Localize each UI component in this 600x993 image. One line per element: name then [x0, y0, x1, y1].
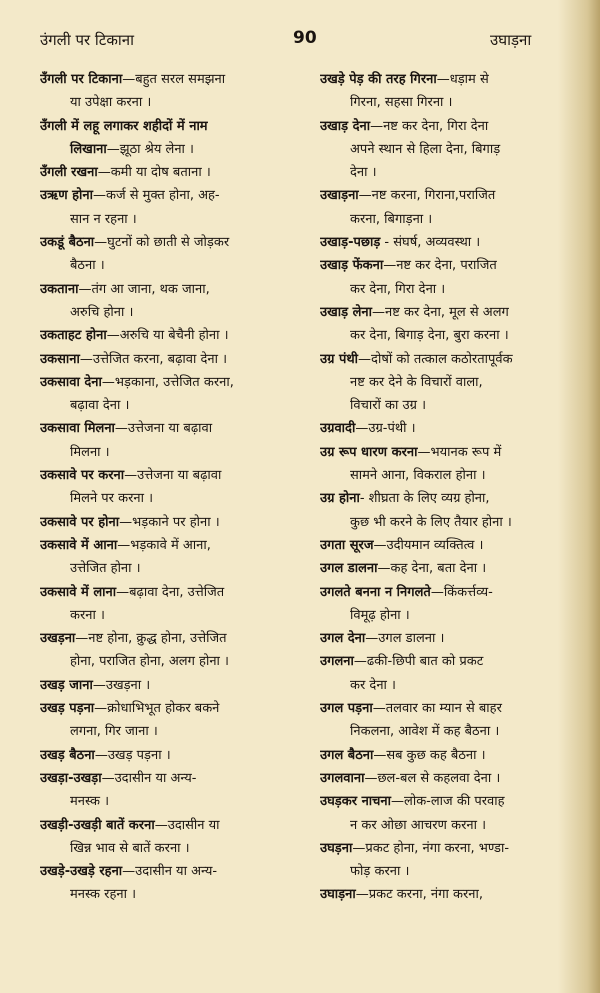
entry-first-line: [320, 697, 588, 720]
dictionary-entry: [320, 115, 588, 185]
entry-first-line: [40, 464, 312, 487]
entry-definition: —ढकी-छिपी बात को प्रकट: [353, 654, 484, 670]
entry-continuation-text: नष्ट कर देने के विचारों वाला,: [350, 374, 483, 390]
entry-continuation-line: [40, 441, 312, 464]
entry-definition: —नष्ट होना, क्रुद्ध होना, उत्तेजित: [75, 631, 227, 647]
entry-continuation-text: करना, बिगाड़ना ।: [350, 211, 433, 227]
entry-continuation-text: कर देना ।: [350, 677, 396, 693]
entry-continuation-line: [40, 604, 312, 627]
entry-first-line: [320, 790, 588, 813]
dictionary-entry: [320, 417, 588, 440]
entry-headword: उखड़ पड़ना: [40, 701, 95, 717]
dictionary-entry: [40, 697, 312, 744]
entry-first-line: [320, 231, 588, 254]
entry-first-line: [320, 837, 588, 860]
entry-headword: उँगली रखना: [40, 165, 98, 181]
dictionary-entry: [40, 627, 312, 674]
entry-continuation-text: विमूढ़ होना ।: [350, 607, 410, 623]
entry-definition: —उखड़ पड़ना ।: [94, 747, 171, 763]
entry-continuation-line: [320, 161, 588, 184]
entry-headword: उकसावा मिलना: [40, 421, 115, 437]
entry-continuation-line: [320, 720, 588, 743]
entry-definition: —भयानक रूप में: [417, 444, 502, 460]
entry-definition: —छल-बल से कहलवा देना ।: [364, 770, 501, 786]
entry-headword: उखड़ जाना: [40, 677, 93, 693]
entry-definition: —कर्ज से मुक्त होना, अह-: [93, 188, 220, 204]
entry-definition: —उत्तेजना या बढ़ावा: [124, 468, 222, 484]
dictionary-entry: [320, 744, 588, 767]
entry-continuation-text: अरुचि होना ।: [70, 304, 134, 320]
entry-continuation-line: [320, 464, 588, 487]
entry-headword: उग्र पंथी: [320, 351, 359, 367]
entry-headword: उखड़ना: [40, 631, 76, 647]
entry-headword: उखाड़ फेंकना: [320, 258, 384, 274]
entry-continuation-text: निकलना, आवेश में कह बैठना ।: [350, 724, 500, 740]
entry-first-line: [40, 115, 312, 138]
entry-continuation-text: कर देना, गिरा देना ।: [350, 281, 446, 297]
entry-continuation-line: [40, 208, 312, 231]
dictionary-entry: [320, 767, 588, 790]
right-column: [320, 68, 588, 907]
entry-continuation-text: होना, पराजित होना, अलग होना ।: [70, 654, 229, 670]
entry-continuation-text: मनस्क ।: [70, 794, 110, 810]
entry-first-line: [320, 184, 588, 207]
entry-first-line: [40, 697, 312, 720]
entry-first-line: [320, 883, 588, 906]
entry-continuation-line: [320, 208, 588, 231]
entry-first-line: [320, 254, 588, 277]
entry-continuation-text: उत्तेजित होना ।: [70, 561, 141, 577]
entry-headword: उगल देना: [320, 631, 366, 647]
entry-headword: उखड़े-उखड़े रहना: [40, 864, 123, 880]
entry-continuation-line: [320, 814, 588, 837]
entry-first-line: [320, 744, 588, 767]
entry-headword: उगल डालना: [320, 561, 378, 577]
entry-definition: —नष्ट करना, गिराना,पराजित: [358, 188, 496, 204]
dictionary-entry: [320, 348, 588, 418]
entry-continuation-line: [40, 650, 312, 673]
entry-first-line: [320, 581, 588, 604]
entry-continuation-text: फोड़ करना ।: [350, 864, 410, 880]
entry-first-line: [40, 371, 312, 394]
entry-first-line: [40, 814, 312, 837]
page-header: [0, 0, 600, 58]
entry-first-line: [40, 767, 312, 790]
entry-continuation-line: [40, 138, 312, 161]
entry-continuation-line: [320, 394, 588, 417]
entry-definition: —दोषों को तत्काल कठोरतापूर्वक: [358, 351, 513, 367]
entry-definition: —क्रोधाभिभूत होकर बकने: [94, 701, 220, 717]
entry-definition: —प्रकट होना, नंगा करना, भण्डा-: [352, 840, 510, 856]
entry-headword: उघाड़ना: [320, 887, 356, 903]
entry-headword: उखड़ा-उखड़ा: [40, 770, 102, 786]
header-left-guide-word: उंगली पर टिकाना: [40, 31, 134, 49]
entry-first-line: [320, 115, 588, 138]
entry-definition: —किंकर्त्तव्य-: [430, 584, 493, 600]
entry-first-line: [320, 534, 588, 557]
entry-first-line: [320, 348, 588, 371]
entry-continuation-text: कर देना, बिगाड़ देना, बुरा करना ।: [350, 328, 509, 344]
entry-definition: —नष्ट कर देना, गिरा देना: [370, 118, 489, 134]
entry-headword: उकडूं बैठना: [40, 235, 95, 251]
dictionary-entry: [320, 790, 588, 837]
entry-continuation-text: मिलना ।: [70, 444, 110, 460]
entry-headword: उखड़े पेड़ की तरह गिरना: [320, 72, 437, 87]
dictionary-entry: [320, 231, 588, 254]
dictionary-entry: [320, 697, 588, 744]
entry-definition: —भड़कावे में आना,: [117, 537, 211, 553]
entry-continuation-text: मनस्क रहना ।: [70, 887, 137, 903]
dictionary-entry: [40, 371, 312, 418]
entry-definition: - शीघ्रता के लिए व्यग्र होना,: [359, 491, 490, 507]
entry-continuation-text: बढ़ावा देना ।: [70, 398, 130, 414]
dictionary-entry: [320, 581, 588, 628]
entry-definition: —उदासीन या अन्य-: [101, 770, 197, 786]
entry-definition: —घुटनों को छाती से जोड़कर: [94, 235, 230, 251]
entry-first-line: [320, 301, 588, 324]
entry-first-line: [40, 581, 312, 604]
entry-continuation-line: [320, 324, 588, 347]
entry-definition: —उखड़ना ।: [92, 677, 151, 693]
entry-first-line: [40, 348, 312, 371]
entry-headword: उखड़ बैठना: [40, 747, 95, 763]
entry-first-line: [40, 231, 312, 254]
entry-continuation-text: कुछ भी करने के लिए तैयार होना ।: [350, 514, 512, 530]
entry-definition: —तंग आ जाना, थक जाना,: [78, 281, 210, 297]
dictionary-entry: [320, 627, 588, 650]
entry-definition: —कह देना, बता देना ।: [377, 561, 487, 577]
dictionary-entry: [40, 184, 312, 231]
entry-first-line: [320, 650, 588, 673]
entry-continuation-line: [40, 720, 312, 743]
dictionary-entry: [40, 115, 312, 162]
dictionary-entry: [320, 650, 588, 697]
entry-headword: उकसावा देना: [40, 374, 102, 390]
entry-continuation-line: [320, 138, 588, 161]
dictionary-entry: [40, 278, 312, 325]
entry-continuation-text: या उपेक्षा करना ।: [70, 95, 152, 111]
dictionary-entry: [40, 348, 312, 371]
dictionary-entry: [40, 814, 312, 861]
entry-first-line: [40, 860, 312, 883]
entry-first-line: [320, 627, 588, 650]
entry-continuation-line: [40, 301, 312, 324]
header-right-guide-word: उघाड़ना: [490, 31, 532, 49]
entry-definition: —सब कुछ कह बैठना ।: [373, 747, 486, 763]
entry-headword: उगलना: [320, 654, 354, 670]
entry-first-line: [40, 68, 312, 91]
entry-definition: —उगल डालना ।: [365, 631, 445, 647]
entry-definition: —तलवार का म्यान से बाहर: [372, 701, 502, 717]
dictionary-entry: [40, 417, 312, 464]
dictionary-entry: [40, 68, 312, 115]
entry-headword: उग्रवादी: [320, 421, 356, 437]
dictionary-entry: [40, 744, 312, 767]
entry-definition: —भड़काना, उत्तेजित करना,: [101, 374, 234, 390]
entry-continuation-line: [40, 883, 312, 906]
entry-first-line: [40, 744, 312, 767]
entry-continuation-line: [320, 860, 588, 883]
entry-definition: —उग्र-पंथी ।: [355, 421, 416, 437]
entry-headword: उखाड़-पछाड़: [320, 235, 381, 251]
entry-headword: उखड़ी-उखड़ी बातें करना: [40, 817, 155, 833]
entry-definition: —उदीयमान व्यक्तित्व ।: [373, 537, 484, 553]
entry-definition: —उदासीन या: [154, 817, 220, 833]
dictionary-entry: [320, 184, 588, 231]
entry-headword: उग्र रूप धारण करना: [320, 444, 418, 460]
entry-headword: उकताना: [40, 281, 79, 297]
entry-continuation-line: [320, 371, 588, 394]
entry-first-line: [320, 767, 588, 790]
entry-continuation-text: देना ।: [350, 165, 377, 181]
entry-headword: उगता सूरज: [320, 537, 374, 553]
entry-definition: —लोक-लाज की परवाह: [391, 794, 505, 810]
entry-first-line: [40, 534, 312, 557]
entry-headword: उऋण होना: [40, 188, 93, 204]
entry-continuation-line: [320, 674, 588, 697]
entry-definition: —बहुत सरल समझना: [122, 72, 226, 87]
entry-continuation-line: [320, 91, 588, 114]
dictionary-entry: [40, 581, 312, 628]
entry-continuation-text: विचारों का उग्र ।: [350, 398, 427, 414]
entry-first-line: [40, 184, 312, 207]
entry-first-line: [320, 557, 588, 580]
entry-first-line: [40, 161, 312, 184]
dictionary-entry: [40, 860, 312, 907]
entry-headword: उखाड़ देना: [320, 118, 371, 134]
page-number: 90: [293, 28, 317, 48]
entry-continuation-text: न कर ओछा आचरण करना ।: [350, 817, 487, 833]
dictionary-entry: [320, 557, 588, 580]
entry-headword: उघड़ना: [320, 840, 353, 856]
entry-first-line: [320, 68, 588, 91]
entry-continuation-text: खिन्न भाव से बातें करना ।: [70, 840, 190, 856]
entry-definition: —उत्तेजित करना, बढ़ावा देना ।: [79, 351, 228, 367]
dictionary-entry: [320, 487, 588, 534]
entry-headword: उगल पड़ना: [320, 701, 373, 717]
entry-definition: - संघर्ष, अव्यवस्था ।: [380, 235, 481, 251]
entry-headword: उगलते बनना न निगलते: [320, 584, 431, 600]
entry-definition: —नष्ट कर देना, मूल से अलग: [372, 304, 509, 320]
dictionary-entry: [40, 161, 312, 184]
entry-headword: उघड़कर नाचना: [320, 794, 392, 810]
entry-continuation-line: [40, 254, 312, 277]
entry-continuation-line: [40, 91, 312, 114]
entry-continuation-line: [320, 511, 588, 534]
dictionary-entry: [40, 324, 312, 347]
dictionary-entry: [40, 231, 312, 278]
left-column: [40, 68, 312, 907]
entry-headword-continuation: लिखाना: [70, 141, 107, 157]
entry-continuation-line: [320, 278, 588, 301]
entry-continuation-text: लगना, गिर जाना ।: [70, 724, 158, 740]
entry-continuation-text: करना ।: [70, 607, 105, 623]
dictionary-entry: [40, 767, 312, 814]
dictionary-entry: [320, 534, 588, 557]
entry-continuation-text: सान न रहना ।: [70, 211, 137, 227]
entry-headword: उखाड़ लेना: [320, 304, 373, 320]
entry-headword: उग्र होना: [320, 491, 360, 507]
entry-headword: उगल बैठना: [320, 747, 374, 763]
entry-headword: उकसाना: [40, 351, 80, 367]
dictionary-entry: [40, 464, 312, 511]
entry-continuation-line: [40, 837, 312, 860]
entry-first-line: [40, 417, 312, 440]
entry-continuation-line: [40, 557, 312, 580]
entry-headword: उकसावे पर होना: [40, 514, 120, 530]
dictionary-entry: [40, 511, 312, 534]
dictionary-entry: [320, 837, 588, 884]
entry-headword: उकसावे में आना: [40, 537, 118, 553]
entry-headword: उँगली में लहू लगाकर शहीदों में नाम: [40, 118, 208, 134]
entry-definition: —प्रकट करना, नंगा करना,: [355, 887, 483, 903]
entry-continuation-text: —झूठा श्रेय लेना ।: [106, 141, 194, 157]
entry-continuation-text: अपने स्थान से हिला देना, बिगाड़: [350, 141, 501, 157]
entry-headword: उकसावे में लाना: [40, 584, 117, 600]
entry-definition: —अरुचि या बेचैनी होना ।: [106, 328, 229, 344]
entry-first-line: [40, 627, 312, 650]
entry-definition: —बढ़ावा देना, उत्तेजित: [116, 584, 225, 600]
entry-continuation-line: [40, 790, 312, 813]
entry-continuation-text: मिलने पर करना ।: [70, 491, 154, 507]
entry-first-line: [320, 487, 588, 510]
entry-definition: —उत्तेजना या बढ़ावा: [114, 421, 213, 437]
entry-headword: उकताहट होना: [40, 328, 107, 344]
entry-headword: उकसावे पर करना: [40, 468, 125, 484]
entry-headword: उगलवाना: [320, 770, 365, 786]
entry-continuation-line: [40, 487, 312, 510]
entry-continuation-text: सामने आना, विकराल होना ।: [350, 468, 486, 484]
dictionary-entry: [320, 68, 588, 115]
entry-definition: —उदासीन या अन्य-: [122, 864, 218, 880]
entry-headword: उँगली पर टिकाना: [40, 72, 123, 87]
entry-continuation-line: [320, 604, 588, 627]
dictionary-entry: [320, 254, 588, 301]
entry-definition: —कमी या दोष बताना ।: [97, 165, 211, 181]
entry-first-line: [320, 417, 588, 440]
entry-first-line: [320, 441, 588, 464]
entry-first-line: [40, 511, 312, 534]
dictionary-entry: [40, 534, 312, 581]
dictionary-entry: [320, 441, 588, 488]
entry-first-line: [40, 324, 312, 347]
entry-headword: उखाड़ना: [320, 188, 359, 204]
dictionary-entry: [40, 674, 312, 697]
entry-continuation-line: [40, 394, 312, 417]
entry-definition: —धड़ाम से: [436, 72, 489, 87]
entry-definition: —नष्ट कर देना, पराजित: [383, 258, 497, 274]
entry-first-line: [40, 278, 312, 301]
entry-continuation-text: बैठना ।: [70, 258, 105, 274]
entry-first-line: [40, 674, 312, 697]
dictionary-entry: [320, 301, 588, 348]
dictionary-entry: [320, 883, 588, 906]
entry-definition: —भड़काने पर होना ।: [119, 514, 220, 530]
entry-continuation-text: गिरना, सहसा गिरना ।: [350, 95, 453, 111]
